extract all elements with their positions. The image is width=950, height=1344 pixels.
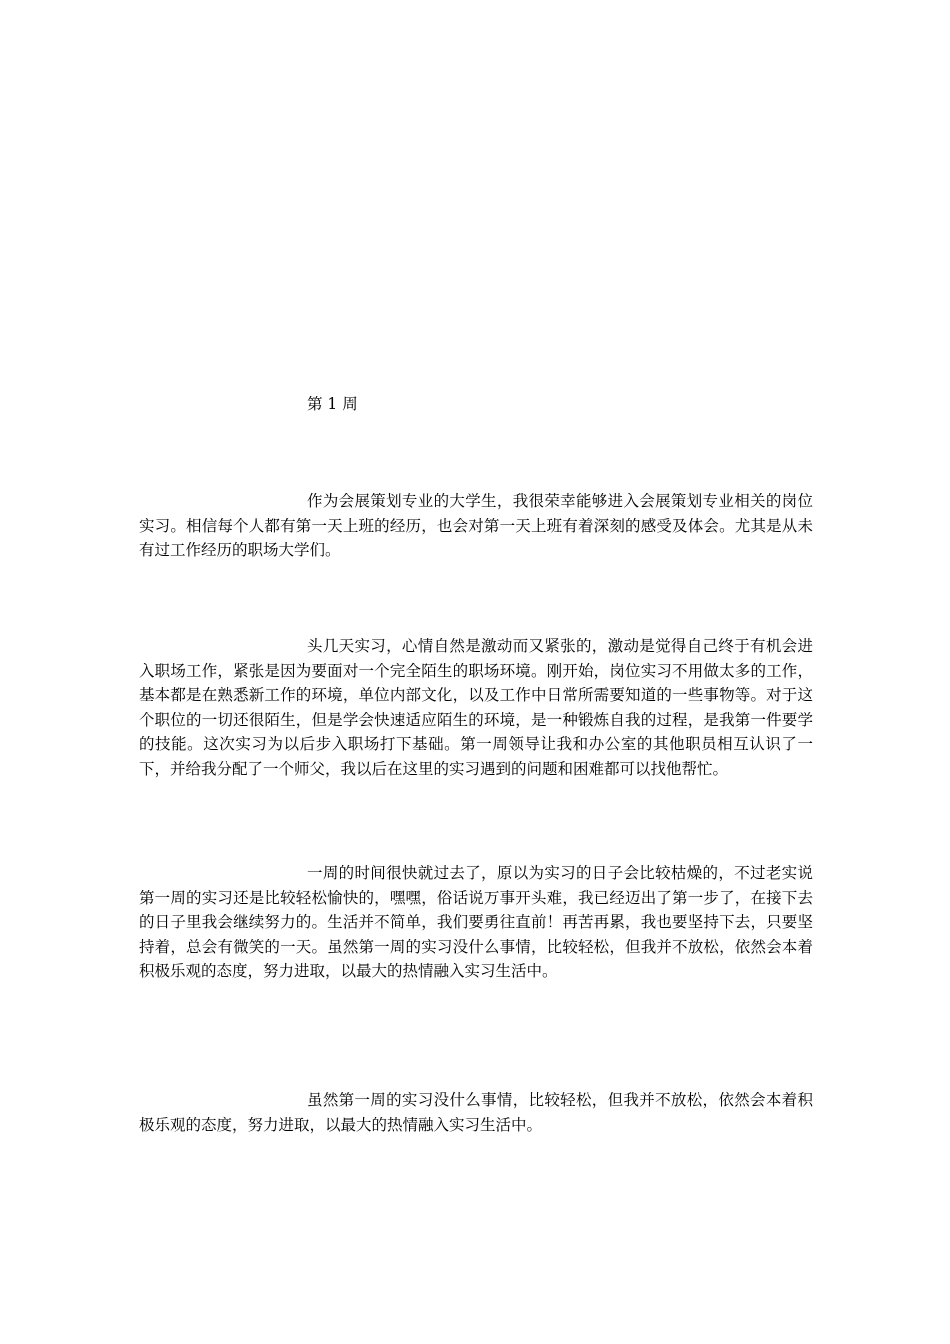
week-heading: 第 1 周 — [307, 395, 358, 413]
paragraph-week-summary: 一周的时间很快就过去了，原以为实习的日子会比较枯燥的，不过老实说第一周的实习还是比较轻松愉快的，嘿嘿，俗话说万事开头难，我已经迈出了第一步了，在接下去的日子里我会继续努力的。生活并不简单，我们要勇往直前！再苦再累，我也要坚持下去，只要坚持着，总会有微笑的一天。虽然第一周的实习没什么事情，比较轻松，但我并不放松，依然会本着积极乐观的态度，努力进取，以最大的热情融入实习生活中。 — [139, 864, 813, 980]
paragraph-first-days: 头几天实习，心情自然是激动而又紧张的，激动是觉得自己终于有机会进入职场工作，紧张是因为要面对一个完全陌生的职场环境。刚开始，岗位实习不用做太多的工作，基本都是在熟悉新工作的环境，单位内部文化，以及工作中日常所需要知道的一些事物等。对于这个职位的一切还很陌生，但是学会快速适应陌生的环境，是一种锻炼自我的过程，是我第一件要学的技能。这次实习为以后步入职场打下基础。第一周领导让我和办公室的其他职员相互认识了一下，并给我分配了一个师父，我以后在这里的实习遇到的问题和困难都可以找他帮忙。 — [139, 637, 813, 778]
paragraph-intro: 作为会展策划专业的大学生，我很荣幸能够进入会展策划专业相关的岗位实习。相信每个人都有第一天上班的经历，也会对第一天上班有着深刻的感受及体会。尤其是从未有过工作经历的职场大学们。 — [139, 492, 813, 559]
paragraph-conclusion: 虽然第一周的实习没什么事情，比较轻松，但我并不放松，依然会本着积极乐观的态度，努力进取，以最大的热情融入实习生活中。 — [139, 1091, 813, 1134]
